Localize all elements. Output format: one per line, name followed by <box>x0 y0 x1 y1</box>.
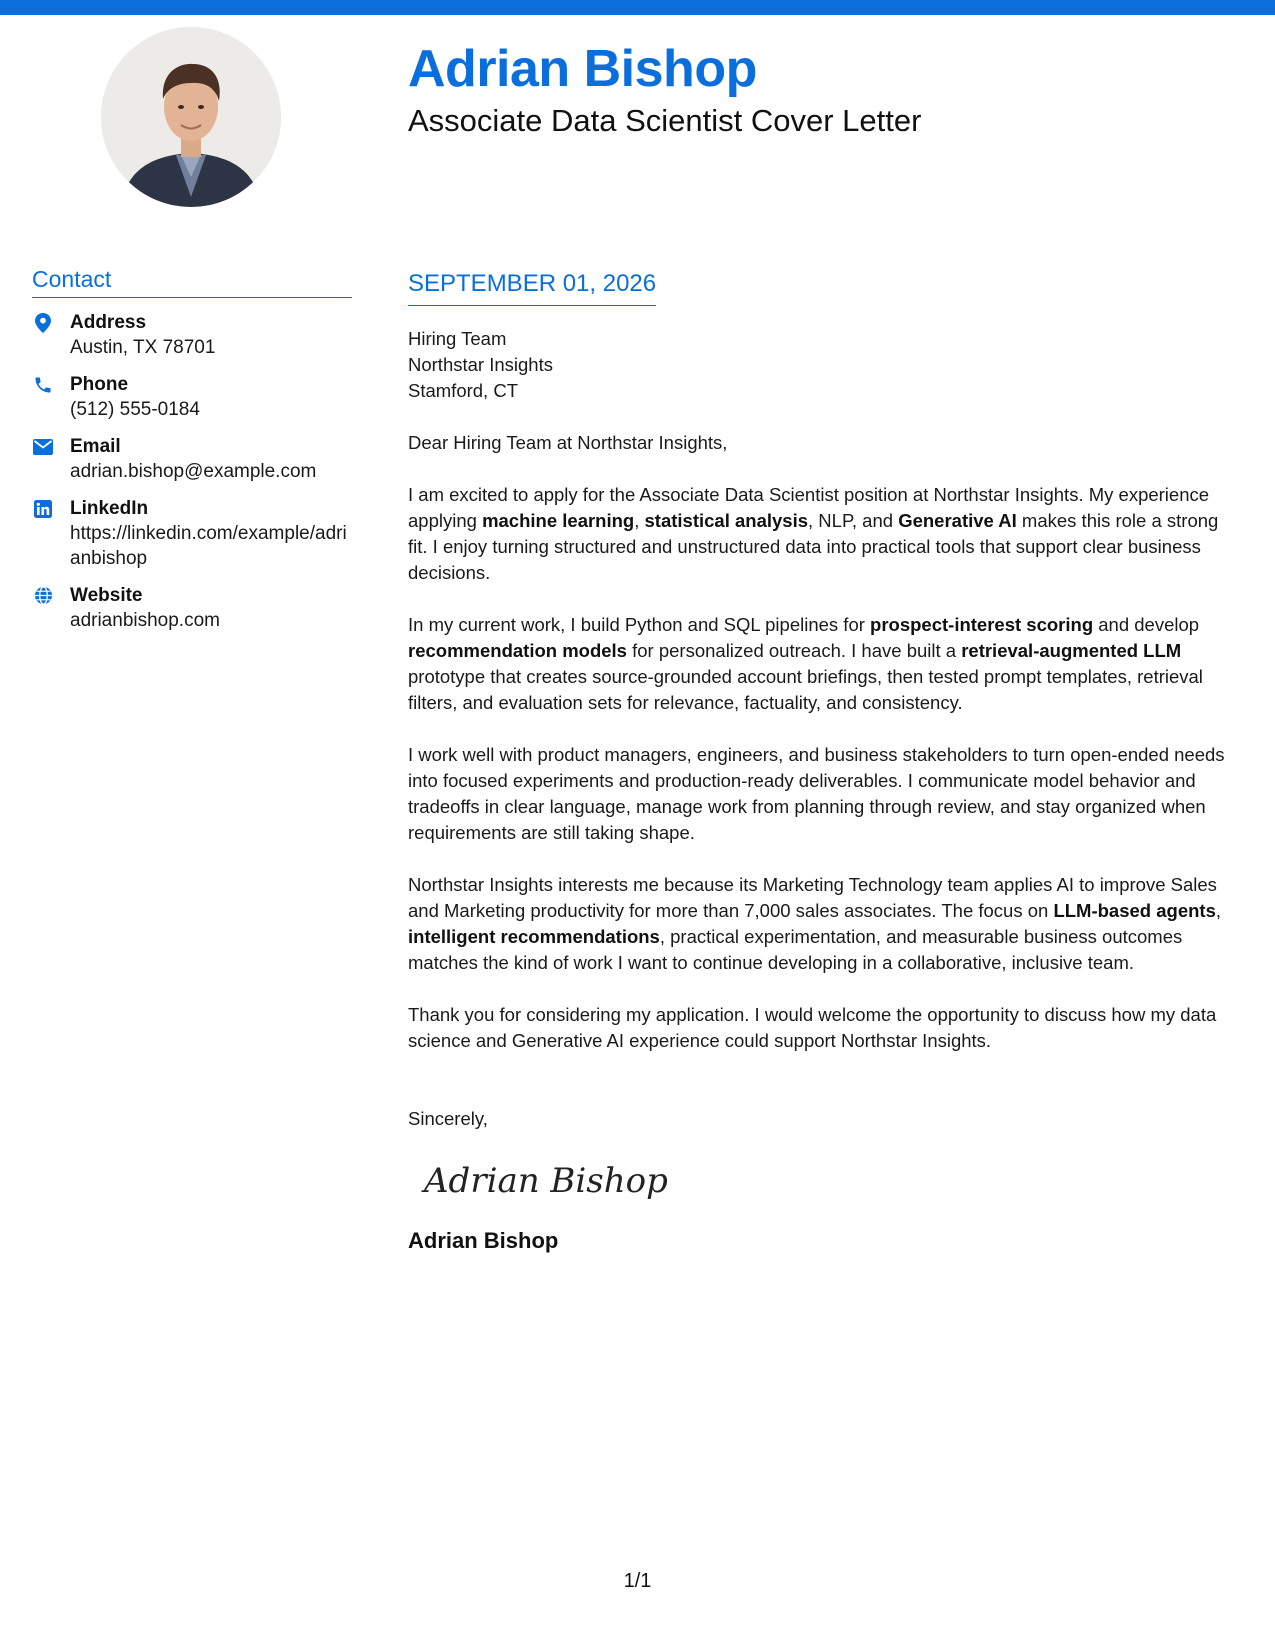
recipient-line: Stamford, CT <box>408 379 518 401</box>
linkedin-link[interactable]: https://linkedin.com/example/adrianbishop <box>70 522 347 569</box>
contact-value: Austin, TX 78701 <box>70 336 216 358</box>
contact-value: adrian.bishop@example.com <box>70 460 317 482</box>
paragraph-text: , <box>634 509 645 531</box>
paragraph-text: Northstar Insights interests me because its Marketing Technology team applies AI to improve Sales and Marketing productivity for more than 7,000 sales associates. The focus on <box>408 873 1217 921</box>
paragraph-text: and develop <box>1093 613 1200 635</box>
paragraph-text: , practical experimentation, and measurable business outcomes matches the kind of work I want to continue developing in a collaborative, inclusive team. <box>408 925 1183 973</box>
contact-label: Website <box>70 584 143 606</box>
linkedin-icon <box>32 498 54 520</box>
paragraph-text: Thank you for considering my application. I would welcome the opportunity to discuss how my data science and Generative AI experience could support Northstar Insights. <box>408 1003 1217 1051</box>
top-accent-bar <box>0 0 1275 15</box>
emphasized-phrase: Generative AI <box>898 509 1017 531</box>
signer-name: Adrian Bishop <box>408 1227 559 1253</box>
paragraph-text: I work well with product managers, engineers, and business stakeholders to turn open-ended needs into focused experiments and production-ready deliverables. I communicate model behavior and tradeoffs in clear language, manage work from planning through review, and stay organized when requirements are still taking shape. <box>408 743 1225 843</box>
email-icon <box>32 436 54 458</box>
contact-item-website <box>32 583 352 633</box>
svg-text:Adrian Bishop: Adrian Bishop <box>424 1160 668 1201</box>
emphasized-phrase: statistical analysis <box>644 509 809 531</box>
handwritten-signature <box>418 1150 678 1210</box>
letter-paragraph <box>408 872 1240 976</box>
recipient-line: Hiring Team <box>408 327 507 349</box>
closing: Sincerely, <box>408 1107 488 1129</box>
paragraph-text: makes this role a strong fit. I enjoy turning structured and unstructured data into practical tools that support clear business decisions. <box>408 509 1219 583</box>
letter-paragraph <box>408 612 1240 716</box>
website-link[interactable]: adrianbishop.com <box>70 609 220 631</box>
document-title: Associate Data Scientist Cover Letter <box>408 103 922 138</box>
contact-item-phone <box>32 372 352 422</box>
location-pin-icon <box>32 312 54 334</box>
letter-date: SEPTEMBER 01, 2026 <box>408 270 656 306</box>
applicant-name: Adrian Bishop <box>408 40 757 98</box>
salutation: Dear Hiring Team at Northstar Insights, <box>408 431 728 453</box>
emphasized-phrase: prospect-interest scoring <box>870 613 1094 635</box>
paragraph-text: for personalized outreach. I have built a <box>626 639 962 661</box>
profile-photo <box>101 27 281 207</box>
contact-item-linkedin <box>32 496 352 571</box>
paragraph-text: , <box>1215 899 1222 921</box>
emphasized-phrase: recommendation models <box>408 639 627 661</box>
letter-paragraph <box>408 482 1240 586</box>
globe-icon <box>32 585 54 607</box>
emphasized-phrase: LLM-based agents <box>1053 899 1216 921</box>
contact-item-email <box>32 434 352 484</box>
paragraph-text: In my current work, I build Python and SQL pipelines for <box>408 613 871 635</box>
letter-paragraph <box>408 1002 1240 1054</box>
contact-label: Address <box>70 311 147 333</box>
emphasized-phrase: retrieval-augmented LLM <box>961 639 1182 661</box>
phone-icon <box>32 374 54 396</box>
contact-heading: Contact <box>32 266 352 298</box>
contact-label: Email <box>70 435 121 457</box>
letter-paragraph <box>408 742 1240 846</box>
paragraph-text: , NLP, and <box>808 509 899 531</box>
paragraph-text: prototype that creates source-grounded account briefings, then tested prompt templates, retrieval filters, and evaluation sets for relevance, factuality, and consistency. <box>408 665 1203 713</box>
contact-label: Phone <box>70 373 129 395</box>
contact-sidebar <box>32 266 352 645</box>
emphasized-phrase: machine learning <box>482 509 635 531</box>
emphasized-phrase: intelligent recommendations <box>408 925 660 947</box>
recipient-block <box>408 326 1240 404</box>
letter-body <box>408 266 1240 1254</box>
contact-label: LinkedIn <box>70 497 149 519</box>
contact-item-address <box>32 310 352 360</box>
paragraph-text: I am excited to apply for the Associate Data Scientist position at Northstar Insights. My experience applying <box>408 483 1210 531</box>
contact-value: (512) 555-0184 <box>70 398 200 420</box>
recipient-line: Northstar Insights <box>408 353 553 375</box>
page-number: 1/1 <box>623 1570 652 1592</box>
